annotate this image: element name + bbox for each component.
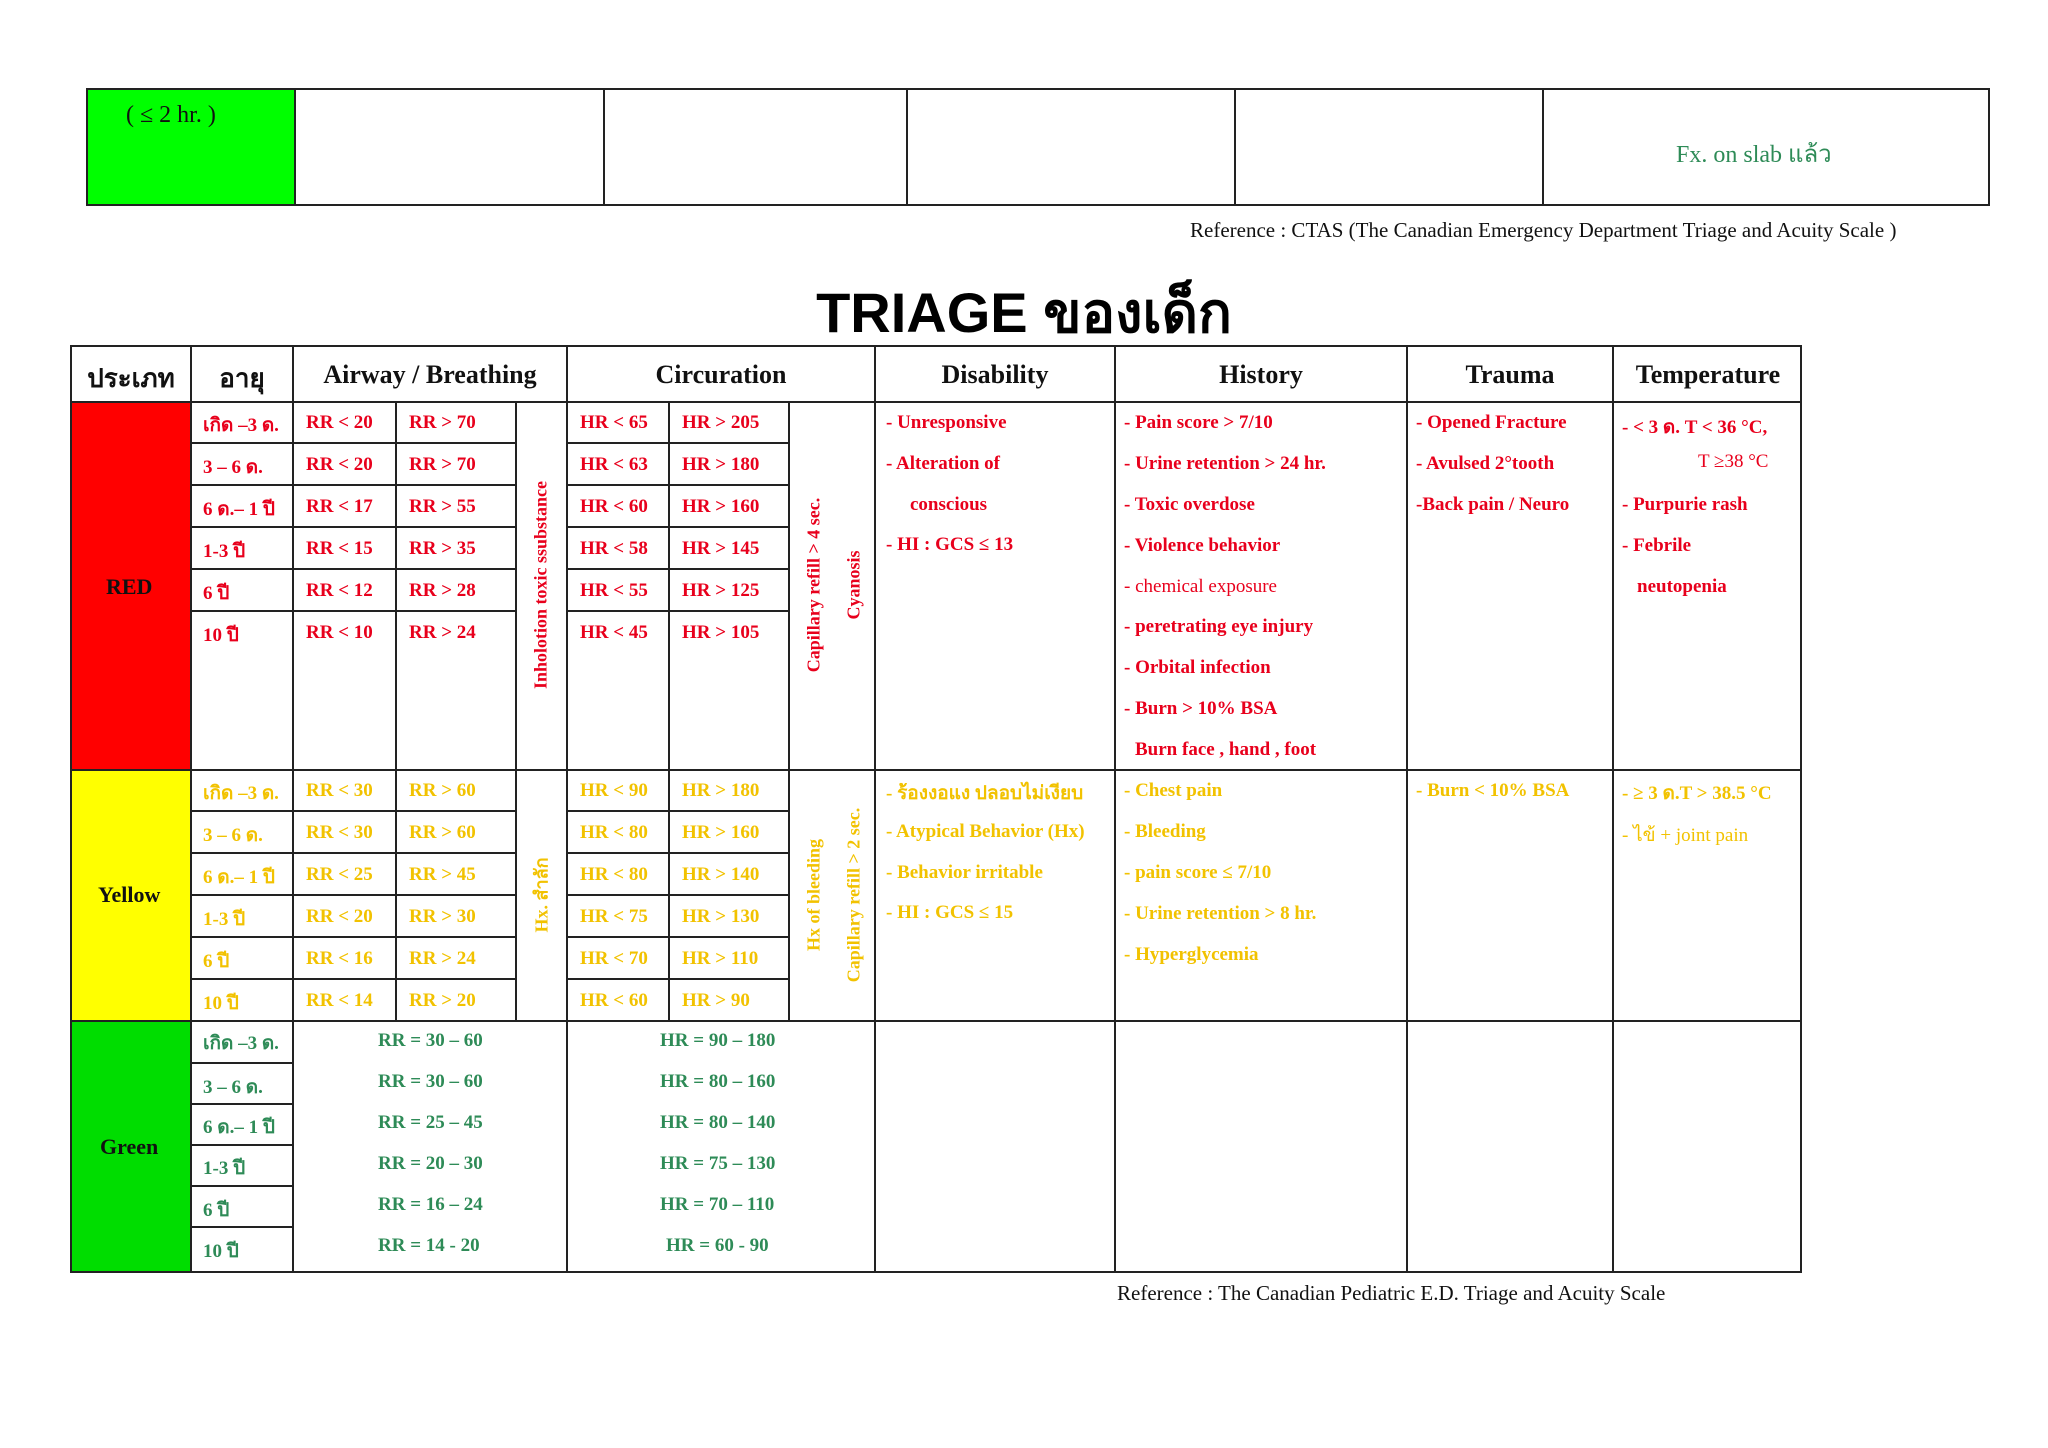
green-hr: HR = 60 - 90 [666, 1235, 769, 1256]
red-age: 6 ด.– 1 ปี [203, 499, 275, 520]
green-hr: HR = 80 – 160 [660, 1071, 776, 1092]
yellow-temperature: - ไข้ + joint pain [1622, 825, 1749, 846]
yellow-age: 10 ปี [203, 993, 239, 1014]
yellow-disability: - ร้องงอแง ปลอบไม่เงียบ [886, 783, 1084, 804]
red-history: - Pain score > 7/10 [1124, 412, 1273, 433]
red-age: 1-3 ปี [203, 541, 246, 562]
yellow-age: 6 ปี [203, 951, 230, 972]
red-label: RED [106, 574, 153, 599]
yellow-airway-vertical: Hx. สำลัก [531, 857, 552, 933]
header-age: อายุ [219, 364, 265, 393]
red-temperature: - Purpurie rash [1622, 494, 1748, 515]
yellow-bleeding-vertical: Hx of bleeding [803, 838, 824, 952]
yellow-rr-high: RR > 24 [409, 948, 476, 969]
top-cell-2 [294, 88, 605, 206]
red-history: - peretrating eye injury [1124, 616, 1314, 637]
yellow-hr-low: HR < 80 [580, 864, 648, 885]
green-hr: HR = 75 – 130 [660, 1153, 776, 1174]
yellow-label: Yellow [98, 882, 161, 907]
red-age: 6 ปี [203, 583, 230, 604]
yellow-age: เกิด –3 ด. [203, 783, 279, 804]
red-hr-low: HR < 45 [580, 622, 648, 643]
top-note-text: Fx. on slab แล้ว [1676, 142, 1832, 168]
yellow-hr-high: HR > 110 [682, 948, 759, 969]
yellow-rr-low: RR < 30 [306, 822, 373, 843]
red-rr-low: RR < 10 [306, 622, 373, 643]
red-rr-low: RR < 17 [306, 496, 373, 517]
red-hr-low: HR < 65 [580, 412, 648, 433]
red-hr-low: HR < 55 [580, 580, 648, 601]
green-hr: HR = 80 – 140 [660, 1112, 776, 1133]
yellow-rr-low: RR < 25 [306, 864, 373, 885]
top-cell-5 [1234, 88, 1544, 206]
red-disability: - HI : GCS ≤ 13 [886, 534, 1014, 555]
yellow-hr-high: HR > 180 [682, 780, 760, 801]
green-age: 6 ปี [203, 1200, 230, 1221]
yellow-rr-high: RR > 60 [409, 780, 476, 801]
red-temperature: neutopenia [1637, 576, 1727, 597]
green-rr: RR = 16 – 24 [378, 1194, 483, 1215]
yellow-rr-low: RR < 20 [306, 906, 373, 927]
red-hr-high: HR > 145 [682, 538, 760, 559]
green-hr: HR = 70 – 110 [660, 1194, 775, 1215]
green-rr: RR = 30 – 60 [378, 1030, 483, 1051]
yellow-hr-high: HR > 90 [682, 990, 750, 1011]
red-disability: - Unresponsive [886, 412, 1007, 433]
red-rr-high: RR > 70 [409, 412, 476, 433]
red-disability: conscious [910, 494, 988, 515]
yellow-capillary-vertical: Capillary refill > 2 sec. [843, 807, 864, 983]
red-rr-high: RR > 55 [409, 496, 476, 517]
red-history: - chemical exposure [1124, 576, 1277, 597]
header-temperature: Temperature [1635, 360, 1781, 389]
red-history: - Toxic overdose [1124, 494, 1255, 515]
red-hr-high: HR > 205 [682, 412, 760, 433]
red-age: เกิด –3 ด. [203, 415, 279, 436]
yellow-age: 6 ด.– 1 ปี [203, 867, 275, 888]
green-age: 1-3 ปี [203, 1158, 246, 1179]
red-rr-low: RR < 20 [306, 454, 373, 475]
red-hr-high: HR > 105 [682, 622, 760, 643]
red-history: - Orbital infection [1124, 657, 1271, 678]
top-cell-3 [603, 88, 908, 206]
yellow-rr-high: RR > 30 [409, 906, 476, 927]
yellow-history: - Bleeding [1124, 821, 1206, 842]
red-hr-low: HR < 58 [580, 538, 648, 559]
yellow-rr-high: RR > 60 [409, 822, 476, 843]
yellow-hr-low: HR < 75 [580, 906, 648, 927]
yellow-hr-low: HR < 90 [580, 780, 648, 801]
green-rr: RR = 20 – 30 [378, 1153, 483, 1174]
red-hr-high: HR > 160 [682, 496, 760, 517]
red-rr-high: RR > 24 [409, 622, 476, 643]
yellow-age: 3 – 6 ด. [203, 825, 263, 846]
reference-top: Reference : CTAS (The Canadian Emergency Department Triage and Acuity Scale ) [1190, 218, 1897, 242]
yellow-trauma: - Burn < 10% BSA [1416, 780, 1570, 801]
header-disability: Disability [941, 360, 1049, 389]
red-temperature: T ≥38 °C [1698, 451, 1769, 472]
yellow-age: 1-3 ปี [203, 909, 246, 930]
red-history: - Violence behavior [1124, 535, 1281, 556]
red-temperature: - Febrile [1622, 535, 1692, 556]
top-cell-4 [906, 88, 1236, 206]
red-hr-high: HR > 180 [682, 454, 760, 475]
red-trauma: -Back pain / Neuro [1416, 494, 1570, 515]
green-hr: HR = 90 – 180 [660, 1030, 776, 1051]
header-type: ประเภท [87, 364, 175, 393]
red-airway-vertical: Inholotion toxic ssubstance [530, 480, 551, 690]
red-trauma: - Opened Fracture [1416, 412, 1567, 433]
green-age: 3 – 6 ด. [203, 1077, 263, 1098]
red-rr-low: RR < 12 [306, 580, 373, 601]
yellow-rr-low: RR < 14 [306, 990, 373, 1011]
yellow-disability: - HI : GCS ≤ 15 [886, 902, 1014, 923]
yellow-history: - Chest pain [1124, 780, 1223, 801]
red-cyanosis-vertical: Cyanosis [843, 550, 864, 620]
yellow-disability: - Atypical Behavior (Hx) [886, 821, 1085, 842]
red-capillary-vertical: Capillary refill > 4 sec. [803, 497, 824, 673]
yellow-hr-high: HR > 130 [682, 906, 760, 927]
page-title: TRIAGE ของเด็ก [816, 281, 1232, 344]
red-rr-low: RR < 20 [306, 412, 373, 433]
red-hr-low: HR < 60 [580, 496, 648, 517]
header-trauma: Trauma [1465, 360, 1555, 389]
green-rr: RR = 14 - 20 [378, 1235, 480, 1256]
red-rr-high: RR > 28 [409, 580, 476, 601]
yellow-rr-low: RR < 16 [306, 948, 373, 969]
header-history: History [1219, 360, 1303, 389]
yellow-history: - Hyperglycemia [1124, 944, 1259, 965]
header-airway: Airway / Breathing [323, 360, 537, 389]
yellow-rr-high: RR > 45 [409, 864, 476, 885]
yellow-hr-high: HR > 140 [682, 864, 760, 885]
red-trauma: - Avulsed 2°tooth [1416, 453, 1555, 474]
yellow-history: - Urine retention > 8 hr. [1124, 903, 1317, 924]
red-hr-high: HR > 125 [682, 580, 760, 601]
yellow-hr-low: HR < 80 [580, 822, 648, 843]
yellow-rr-high: RR > 20 [409, 990, 476, 1011]
top-duration-text: ( ≤ 2 hr. ) [126, 102, 216, 128]
red-age: 3 – 6 ด. [203, 457, 263, 478]
green-rr: RR = 25 – 45 [378, 1112, 483, 1133]
yellow-history: - pain score ≤ 7/10 [1124, 862, 1272, 883]
red-history: - Burn > 10% BSA [1124, 698, 1278, 719]
green-rr: RR = 30 – 60 [378, 1071, 483, 1092]
green-label: Green [100, 1134, 159, 1159]
red-age: 10 ปี [203, 625, 239, 646]
yellow-rr-low: RR < 30 [306, 780, 373, 801]
green-age: เกิด –3 ด. [203, 1033, 279, 1054]
yellow-hr-high: HR > 160 [682, 822, 760, 843]
red-disability: - Alteration of [886, 453, 1000, 474]
green-age: 6 ด.– 1 ปี [203, 1117, 275, 1138]
yellow-hr-low: HR < 60 [580, 990, 648, 1011]
red-history: Burn face , hand , foot [1135, 739, 1317, 760]
red-hr-low: HR < 63 [580, 454, 648, 475]
red-history: - Urine retention > 24 hr. [1124, 453, 1326, 474]
red-rr-low: RR < 15 [306, 538, 373, 559]
yellow-hr-low: HR < 70 [580, 948, 648, 969]
yellow-temperature: - ≥ 3 ด.T > 38.5 °C [1622, 783, 1772, 804]
reference-bottom: Reference : The Canadian Pediatric E.D. Triage and Acuity Scale [1117, 1281, 1666, 1305]
red-rr-high: RR > 35 [409, 538, 476, 559]
red-rr-high: RR > 70 [409, 454, 476, 475]
header-circulation: Circuration [655, 360, 787, 389]
red-temperature: - < 3 ด. T < 36 °C, [1622, 417, 1768, 438]
yellow-disability: - Behavior irritable [886, 862, 1043, 883]
green-age: 10 ปี [203, 1241, 239, 1262]
